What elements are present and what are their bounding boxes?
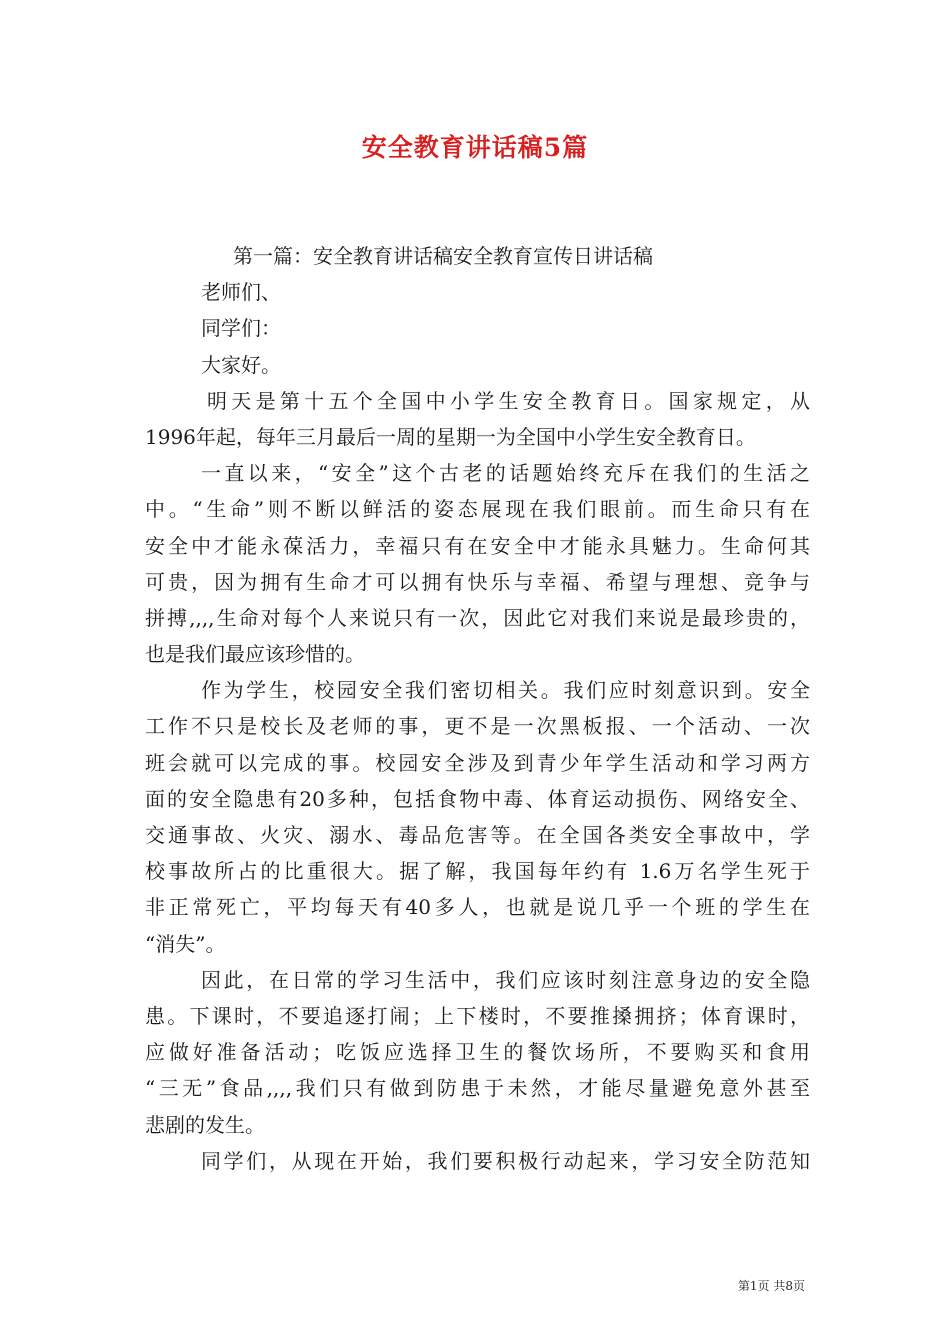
paragraph-line: 工作不只是校长及老师的事，更不是一次黑板报、一个活动、一次 xyxy=(145,714,810,739)
page-number: 第1页 共8页 xyxy=(737,1279,805,1293)
paragraph-line: 患。下课时，不要追逐打闹；上下楼时，不要推搡拥挤；体育课时， xyxy=(145,1003,810,1028)
paragraph-line: 因此，在日常的学习生活中，我们应该时刻注意身边的安全隐 xyxy=(201,967,810,992)
salutation-greeting: 大家好。 xyxy=(201,352,281,377)
paragraph-line: 作为学生，校园安全我们密切相关。我们应时刻意识到。安全 xyxy=(201,678,810,703)
paragraph xyxy=(145,962,810,1143)
document-title: 安全教育讲话稿5篇 xyxy=(361,133,589,162)
paragraph-line: 交通事故、火灾、溺水、毒品危害等。在全国各类安全事故中，学 xyxy=(145,823,810,847)
paragraph-line: 悲剧的发生。 xyxy=(145,1112,265,1137)
paragraph-line: 安全中才能永葆活力，幸福只有在安全中才能永具魅力。生命何其 xyxy=(145,533,810,558)
section-heading: 第一篇：安全教育讲话稿安全教育宣传日讲话稿 xyxy=(233,244,653,268)
paragraph-line: “消失”。 xyxy=(145,931,226,956)
paragraph-line: 班会就可以完成的事。校园安全涉及到青少年学生活动和学习两方 xyxy=(145,750,810,775)
document-body xyxy=(145,238,810,1179)
paragraph xyxy=(145,672,810,962)
paragraph-line: 同学们，从现在开始，我们要积极行动起来，学习安全防范知 xyxy=(201,1148,810,1173)
salutation-teachers: 老师们、 xyxy=(201,280,281,305)
paragraph-line: 面的安全隐患有20多种，包括食物中毒、体育运动损伤、网络安全、 xyxy=(145,786,810,811)
paragraph xyxy=(145,455,810,672)
paragraph-line: 也是我们最应该珍惜的。 xyxy=(145,642,365,667)
paragraph-line: 明天是第十五个全国中小学生安全教育日。国家规定，从 xyxy=(207,388,810,413)
paragraph-line: 可贵，因为拥有生命才可以拥有快乐与幸福、希望与理想、竞争与 xyxy=(145,569,810,594)
paragraph-line: 拼搏,,,,生命对每个人来说只有一次，因此它对我们来说是最珍贵的， xyxy=(145,605,810,630)
paragraph xyxy=(145,383,810,455)
paragraph-line: 非正常死亡，平均每天有40多人，也就是说几乎一个班的学生在 xyxy=(145,895,810,920)
salutation-students: 同学们： xyxy=(201,316,281,341)
paragraph-line: “三无”食品,,,,我们只有做到防患于未然，才能尽量避免意外甚至 xyxy=(145,1076,810,1101)
paragraph xyxy=(145,1143,810,1179)
paragraph-line: 应做好准备活动；吃饭应选择卫生的餐饮场所，不要购买和食用 xyxy=(145,1040,810,1065)
paragraph-line: 一直以来，“安全”这个古老的话题始终充斥在我们的生活之 xyxy=(201,461,810,486)
paragraph-line: 校事故所占的比重很大。据了解，我国每年约有 1.6万名学生死于 xyxy=(145,859,810,884)
paragraph-line: 1996年起，每年三月最后一周的星期一为全国中小学生安全教育日。 xyxy=(145,424,756,449)
paragraph-line: 中。“生命”则不断以鲜活的姿态展现在我们眼前。而生命只有在 xyxy=(145,497,810,522)
